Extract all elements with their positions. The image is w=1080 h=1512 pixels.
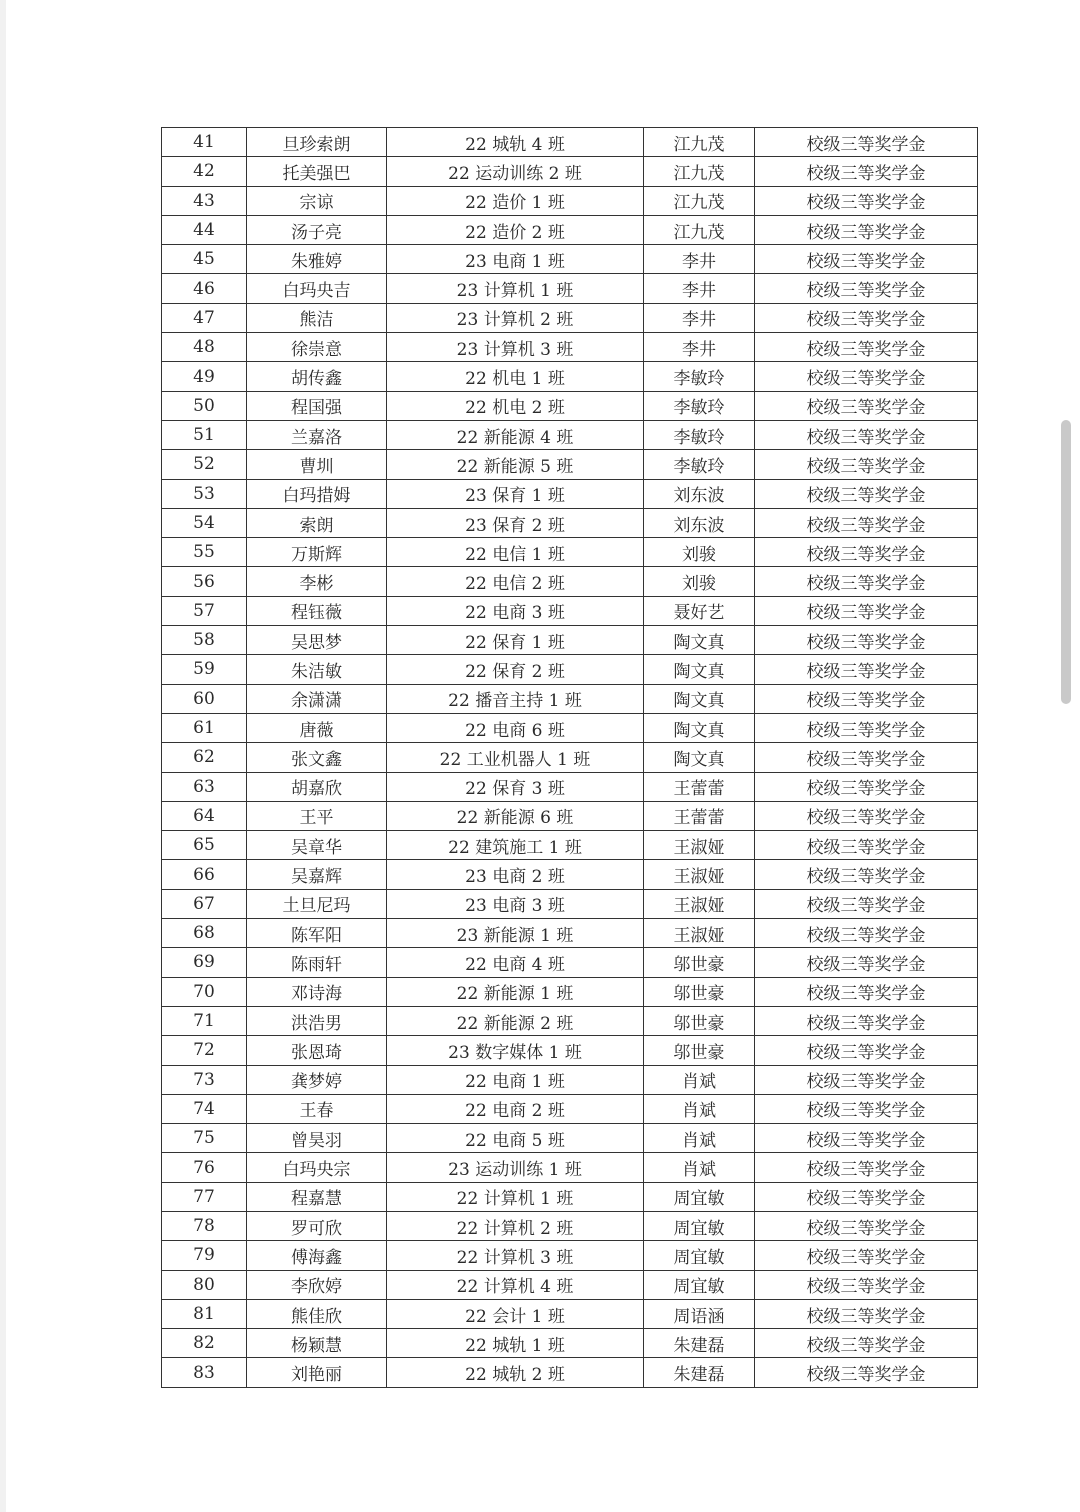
teacher-name: 邬世豪 [644,1036,755,1065]
award-name: 校级三等奖学金 [755,743,978,772]
award-name: 校级三等奖学金 [755,1358,978,1387]
teacher-name: 李井 [644,333,755,362]
class-name: 22 新能源 6 班 [387,801,644,830]
class-name: 22 电商 2 班 [387,1094,644,1123]
row-number: 44 [162,215,247,244]
row-number: 72 [162,1036,247,1065]
teacher-name: 李井 [644,303,755,332]
row-number: 47 [162,303,247,332]
class-name: 22 电信 2 班 [387,567,644,596]
teacher-name: 王淑娅 [644,889,755,918]
table-row [162,1211,978,1240]
student-name: 曹圳 [247,450,387,479]
table-row [162,1358,978,1387]
award-name: 校级三等奖学金 [755,1153,978,1182]
teacher-name: 陶文真 [644,743,755,772]
row-number: 41 [162,128,247,157]
award-name: 校级三等奖学金 [755,772,978,801]
award-name: 校级三等奖学金 [755,713,978,742]
student-name: 陈雨轩 [247,948,387,977]
award-name: 校级三等奖学金 [755,508,978,537]
row-number: 51 [162,420,247,449]
teacher-name: 肖斌 [644,1153,755,1182]
teacher-name: 王淑娅 [644,831,755,860]
teacher-name: 王淑娅 [644,919,755,948]
award-name: 校级三等奖学金 [755,948,978,977]
award-name: 校级三等奖学金 [755,655,978,684]
class-name: 22 会计 1 班 [387,1299,644,1328]
award-name: 校级三等奖学金 [755,889,978,918]
row-number: 68 [162,919,247,948]
award-name: 校级三等奖学金 [755,1182,978,1211]
table-row [162,801,978,830]
teacher-name: 肖斌 [644,1065,755,1094]
student-name: 旦珍索朗 [247,128,387,157]
table-row [162,333,978,362]
table-row [162,128,978,157]
row-number: 71 [162,1006,247,1035]
table-row [162,1241,978,1270]
student-name: 胡传鑫 [247,362,387,391]
table-row [162,1299,978,1328]
teacher-name: 李井 [644,274,755,303]
student-name: 罗可欣 [247,1211,387,1240]
class-name: 23 计算机 2 班 [387,303,644,332]
table-row [162,1006,978,1035]
award-name: 校级三等奖学金 [755,538,978,567]
row-number: 67 [162,889,247,918]
teacher-name: 周宜敏 [644,1211,755,1240]
award-name: 校级三等奖学金 [755,567,978,596]
class-name: 22 城轨 1 班 [387,1329,644,1358]
teacher-name: 陶文真 [644,626,755,655]
teacher-name: 王淑娅 [644,860,755,889]
row-number: 74 [162,1094,247,1123]
award-name: 校级三等奖学金 [755,831,978,860]
row-number: 42 [162,157,247,186]
class-name: 22 建筑施工 1 班 [387,831,644,860]
award-name: 校级三等奖学金 [755,919,978,948]
table-row [162,626,978,655]
class-name: 22 新能源 4 班 [387,420,644,449]
table-row [162,215,978,244]
row-number: 81 [162,1299,247,1328]
row-number: 61 [162,713,247,742]
table-row [162,508,978,537]
student-name: 龚梦婷 [247,1065,387,1094]
award-name: 校级三等奖学金 [755,801,978,830]
student-name: 邓诗海 [247,977,387,1006]
class-name: 22 保育 1 班 [387,626,644,655]
class-name: 23 新能源 1 班 [387,919,644,948]
class-name: 22 新能源 1 班 [387,977,644,1006]
award-name: 校级三等奖学金 [755,1329,978,1358]
row-number: 55 [162,538,247,567]
class-name: 22 计算机 2 班 [387,1211,644,1240]
teacher-name: 陶文真 [644,655,755,684]
student-name: 唐薇 [247,713,387,742]
teacher-name: 王蕾蕾 [644,772,755,801]
student-name: 托美强巴 [247,157,387,186]
award-name: 校级三等奖学金 [755,274,978,303]
award-name: 校级三等奖学金 [755,215,978,244]
row-number: 82 [162,1329,247,1358]
award-name: 校级三等奖学金 [755,684,978,713]
teacher-name: 邬世豪 [644,948,755,977]
teacher-name: 朱建磊 [644,1358,755,1387]
row-number: 57 [162,596,247,625]
student-name: 余潇潇 [247,684,387,713]
row-number: 49 [162,362,247,391]
class-name: 23 保育 2 班 [387,508,644,537]
award-name: 校级三等奖学金 [755,1124,978,1153]
student-name: 吴章华 [247,831,387,860]
table-row [162,1094,978,1123]
teacher-name: 陶文真 [644,684,755,713]
table-row [162,245,978,274]
class-name: 22 电商 1 班 [387,1065,644,1094]
table-row [162,1124,978,1153]
row-number: 83 [162,1358,247,1387]
class-name: 23 计算机 1 班 [387,274,644,303]
teacher-name: 聂好艺 [644,596,755,625]
award-name: 校级三等奖学金 [755,420,978,449]
row-number: 77 [162,1182,247,1211]
student-name: 朱雅婷 [247,245,387,274]
class-name: 22 保育 3 班 [387,772,644,801]
row-number: 63 [162,772,247,801]
student-name: 白玛央吉 [247,274,387,303]
table-row [162,1065,978,1094]
class-name: 22 造价 2 班 [387,215,644,244]
row-number: 56 [162,567,247,596]
teacher-name: 周宜敏 [644,1182,755,1211]
student-name: 程国强 [247,391,387,420]
award-name: 校级三等奖学金 [755,157,978,186]
teacher-name: 江九茂 [644,215,755,244]
scholarship-table-body [162,128,978,1388]
table-row [162,743,978,772]
class-name: 22 工业机器人 1 班 [387,743,644,772]
award-name: 校级三等奖学金 [755,1211,978,1240]
award-name: 校级三等奖学金 [755,860,978,889]
award-name: 校级三等奖学金 [755,450,978,479]
class-name: 22 城轨 2 班 [387,1358,644,1387]
teacher-name: 朱建磊 [644,1329,755,1358]
row-number: 52 [162,450,247,479]
student-name: 兰嘉洛 [247,420,387,449]
student-name: 汤子亮 [247,215,387,244]
table-row [162,274,978,303]
table-row [162,596,978,625]
class-name: 22 电商 5 班 [387,1124,644,1153]
row-number: 50 [162,391,247,420]
teacher-name: 刘东波 [644,508,755,537]
row-number: 64 [162,801,247,830]
table-row [162,977,978,1006]
student-name: 吴思梦 [247,626,387,655]
class-name: 22 机电 2 班 [387,391,644,420]
table-row [162,420,978,449]
class-name: 23 数字媒体 1 班 [387,1036,644,1065]
teacher-name: 李敏玲 [644,362,755,391]
table-row [162,1329,978,1358]
class-name: 23 运动训练 1 班 [387,1153,644,1182]
class-name: 23 保育 1 班 [387,479,644,508]
teacher-name: 李敏玲 [644,420,755,449]
row-number: 69 [162,948,247,977]
teacher-name: 周宜敏 [644,1241,755,1270]
class-name: 22 城轨 4 班 [387,128,644,157]
award-name: 校级三等奖学金 [755,1036,978,1065]
student-name: 李彬 [247,567,387,596]
student-name: 熊佳欣 [247,1299,387,1328]
table-row [162,479,978,508]
class-name: 22 造价 1 班 [387,186,644,215]
award-name: 校级三等奖学金 [755,245,978,274]
table-row [162,391,978,420]
award-name: 校级三等奖学金 [755,977,978,1006]
row-number: 80 [162,1270,247,1299]
table-row [162,684,978,713]
class-name: 23 电商 3 班 [387,889,644,918]
class-name: 22 机电 1 班 [387,362,644,391]
student-name: 白玛措姆 [247,479,387,508]
table-row [162,655,978,684]
table-row [162,567,978,596]
table-row [162,157,978,186]
student-name: 洪浩男 [247,1006,387,1035]
table-row [162,713,978,742]
student-name: 朱洁敏 [247,655,387,684]
award-name: 校级三等奖学金 [755,1065,978,1094]
row-number: 62 [162,743,247,772]
student-name: 索朗 [247,508,387,537]
award-name: 校级三等奖学金 [755,1241,978,1270]
table-row [162,772,978,801]
teacher-name: 李敏玲 [644,391,755,420]
row-number: 43 [162,186,247,215]
table-row [162,889,978,918]
student-name: 张文鑫 [247,743,387,772]
award-name: 校级三等奖学金 [755,391,978,420]
table-row [162,1182,978,1211]
table-row [162,948,978,977]
teacher-name: 刘骏 [644,538,755,567]
student-name: 徐崇意 [247,333,387,362]
student-name: 万斯辉 [247,538,387,567]
teacher-name: 周语涵 [644,1299,755,1328]
student-name: 王平 [247,801,387,830]
teacher-name: 李井 [644,245,755,274]
table-row [162,186,978,215]
class-name: 23 电商 1 班 [387,245,644,274]
award-name: 校级三等奖学金 [755,333,978,362]
award-name: 校级三等奖学金 [755,479,978,508]
class-name: 22 电商 3 班 [387,596,644,625]
class-name: 22 电信 1 班 [387,538,644,567]
table-row [162,450,978,479]
award-name: 校级三等奖学金 [755,186,978,215]
award-name: 校级三等奖学金 [755,626,978,655]
student-name: 张恩琦 [247,1036,387,1065]
row-number: 60 [162,684,247,713]
row-number: 79 [162,1241,247,1270]
scrollbar[interactable] [1058,0,1080,1512]
award-name: 校级三等奖学金 [755,1299,978,1328]
student-name: 傅海鑫 [247,1241,387,1270]
row-number: 58 [162,626,247,655]
teacher-name: 邬世豪 [644,1006,755,1035]
student-name: 王春 [247,1094,387,1123]
table-row [162,831,978,860]
row-number: 76 [162,1153,247,1182]
row-number: 46 [162,274,247,303]
table-row [162,1270,978,1299]
page-edge [0,0,6,1512]
row-number: 70 [162,977,247,1006]
award-name: 校级三等奖学金 [755,128,978,157]
table-row [162,538,978,567]
class-name: 22 计算机 3 班 [387,1241,644,1270]
award-name: 校级三等奖学金 [755,303,978,332]
table-row [162,303,978,332]
row-number: 53 [162,479,247,508]
row-number: 48 [162,333,247,362]
student-name: 陈军阳 [247,919,387,948]
class-name: 22 计算机 1 班 [387,1182,644,1211]
teacher-name: 肖斌 [644,1124,755,1153]
class-name: 23 电商 2 班 [387,860,644,889]
scrollbar-thumb[interactable] [1061,420,1071,704]
student-name: 吴嘉辉 [247,860,387,889]
table-row [162,362,978,391]
row-number: 73 [162,1065,247,1094]
teacher-name: 肖斌 [644,1094,755,1123]
table-row [162,1153,978,1182]
class-name: 22 保育 2 班 [387,655,644,684]
teacher-name: 江九茂 [644,128,755,157]
student-name: 程嘉慧 [247,1182,387,1211]
student-name: 宗谅 [247,186,387,215]
award-name: 校级三等奖学金 [755,1094,978,1123]
row-number: 65 [162,831,247,860]
row-number: 78 [162,1211,247,1240]
student-name: 土旦尼玛 [247,889,387,918]
table-row [162,860,978,889]
student-name: 刘艳丽 [247,1358,387,1387]
row-number: 54 [162,508,247,537]
class-name: 22 计算机 4 班 [387,1270,644,1299]
scholarship-table [161,127,978,1388]
student-name: 白玛央宗 [247,1153,387,1182]
student-name: 熊洁 [247,303,387,332]
teacher-name: 陶文真 [644,713,755,742]
award-name: 校级三等奖学金 [755,1270,978,1299]
teacher-name: 江九茂 [644,186,755,215]
class-name: 22 新能源 5 班 [387,450,644,479]
row-number: 75 [162,1124,247,1153]
teacher-name: 刘骏 [644,567,755,596]
award-name: 校级三等奖学金 [755,362,978,391]
class-name: 22 电商 4 班 [387,948,644,977]
student-name: 杨颖慧 [247,1329,387,1358]
class-name: 22 播音主持 1 班 [387,684,644,713]
row-number: 45 [162,245,247,274]
class-name: 22 电商 6 班 [387,713,644,742]
teacher-name: 王蕾蕾 [644,801,755,830]
student-name: 曾昊羽 [247,1124,387,1153]
student-name: 胡嘉欣 [247,772,387,801]
student-name: 李欣婷 [247,1270,387,1299]
student-name: 程钰薇 [247,596,387,625]
class-name: 22 运动训练 2 班 [387,157,644,186]
teacher-name: 刘东波 [644,479,755,508]
table-row [162,919,978,948]
award-name: 校级三等奖学金 [755,1006,978,1035]
teacher-name: 邬世豪 [644,977,755,1006]
row-number: 66 [162,860,247,889]
teacher-name: 李敏玲 [644,450,755,479]
row-number: 59 [162,655,247,684]
class-name: 23 计算机 3 班 [387,333,644,362]
teacher-name: 江九茂 [644,157,755,186]
award-name: 校级三等奖学金 [755,596,978,625]
class-name: 22 新能源 2 班 [387,1006,644,1035]
teacher-name: 周宜敏 [644,1270,755,1299]
table-row [162,1036,978,1065]
